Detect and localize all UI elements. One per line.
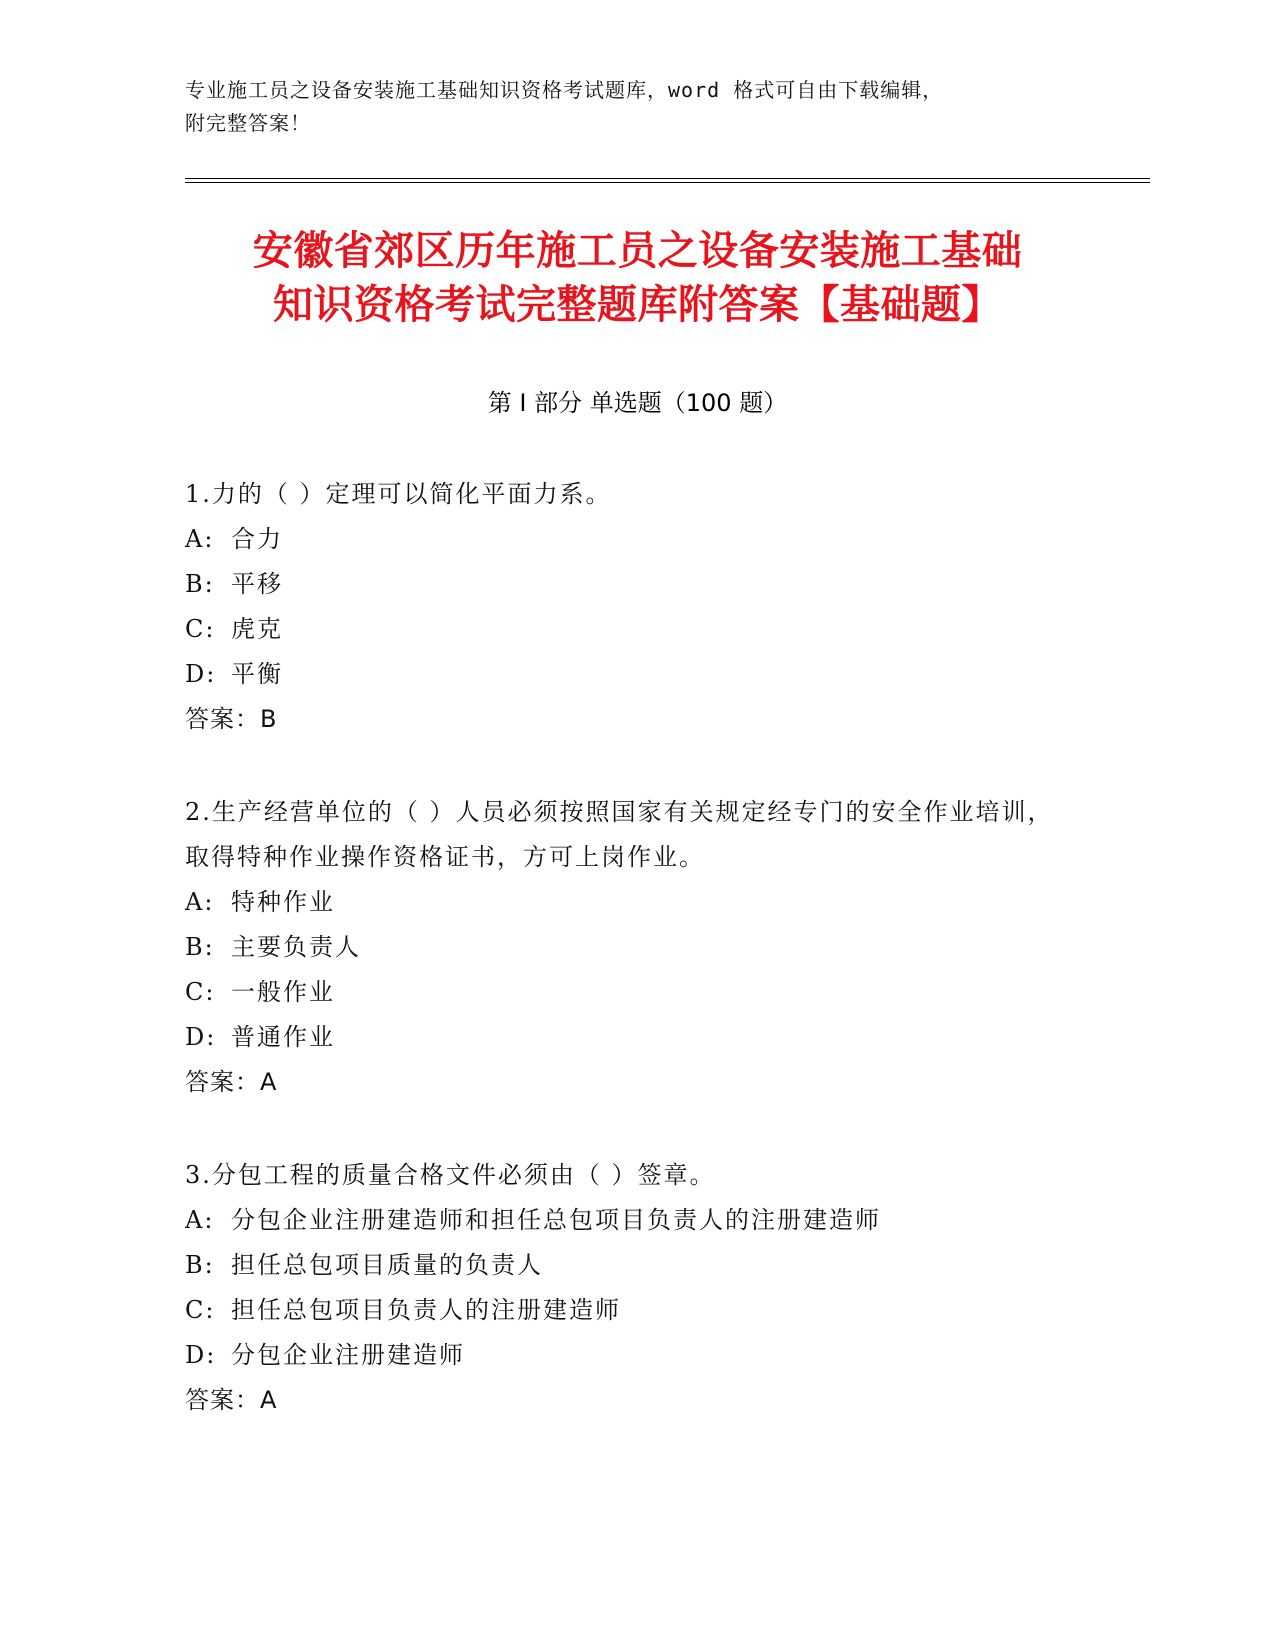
question-stem: 1.力的（ ）定理可以简化平面力系。: [185, 480, 612, 508]
option-text: 一般作业: [231, 978, 335, 1006]
option-c: [185, 1288, 1075, 1333]
section-title: 第 I 部分 单选题（100 题）: [487, 389, 788, 417]
option-text: 合力: [231, 525, 283, 553]
option-d: [185, 1015, 1075, 1060]
header-divider-top: [185, 178, 1150, 179]
option-letter: D:: [185, 1341, 217, 1369]
option-text: 分包企业注册建造师: [231, 1341, 465, 1369]
option-letter: C:: [185, 1296, 216, 1324]
question-1: [185, 472, 1075, 742]
question-stem: 2.生产经营单位的（ ）人员必须按照国家有关规定经专门的安全作业培训，取得特种作业操作资格证书，方可上岗作业。: [185, 798, 1054, 871]
option-text: 担任总包项目负责人的注册建造师: [231, 1296, 621, 1324]
option-letter: D:: [185, 660, 217, 688]
option-text: 分包企业注册建造师和担任总包项目负责人的注册建造师: [231, 1206, 881, 1234]
header-note-line-1: 专业施工员之设备安装施工基础知识资格考试题库，word 格式可自由下载编辑，: [185, 78, 944, 102]
option-letter: C:: [185, 615, 216, 643]
option-b: [185, 925, 1075, 970]
option-letter: A:: [185, 1206, 215, 1234]
option-text: 平移: [231, 570, 283, 598]
option-letter: A:: [185, 888, 215, 916]
option-text: 主要负责人: [231, 933, 361, 961]
option-letter: B:: [185, 1251, 215, 1279]
option-a: [185, 1198, 1075, 1243]
option-text: 担任总包项目质量的负责人: [231, 1251, 543, 1279]
option-letter: A:: [185, 525, 215, 553]
question-stem: 3.分包工程的质量合格文件必须由（ ）签章。: [185, 1161, 716, 1189]
document-title-line-1: 安徽省郊区历年施工员之设备安装施工基础: [252, 228, 1023, 274]
option-c: [185, 970, 1075, 1015]
answer: 答案：A: [185, 1068, 278, 1096]
header-note-line-2: 附完整答案！: [185, 111, 311, 135]
question-2: [185, 790, 1075, 1105]
option-b: [185, 562, 1075, 607]
option-letter: C:: [185, 978, 216, 1006]
option-a: [185, 880, 1075, 925]
option-d: [185, 1333, 1075, 1378]
document-title-line-2: 知识资格考试完整题库附答案【基础题】: [273, 282, 1002, 328]
answer: 答案：A: [185, 1386, 278, 1414]
option-text: 普通作业: [231, 1023, 335, 1051]
option-a: [185, 517, 1075, 562]
option-text: 特种作业: [231, 888, 335, 916]
document-title: [185, 224, 1090, 332]
header-divider-bottom: [185, 182, 1150, 183]
option-c: [185, 607, 1075, 652]
option-letter: D:: [185, 1023, 217, 1051]
option-letter: B:: [185, 933, 215, 961]
header-note: [185, 74, 1085, 140]
question-3: [185, 1153, 1075, 1423]
option-letter: B:: [185, 570, 215, 598]
answer: 答案：B: [185, 705, 278, 733]
option-text: 平衡: [231, 660, 283, 688]
option-b: [185, 1243, 1075, 1288]
option-d: [185, 652, 1075, 697]
option-text: 虎克: [231, 615, 283, 643]
